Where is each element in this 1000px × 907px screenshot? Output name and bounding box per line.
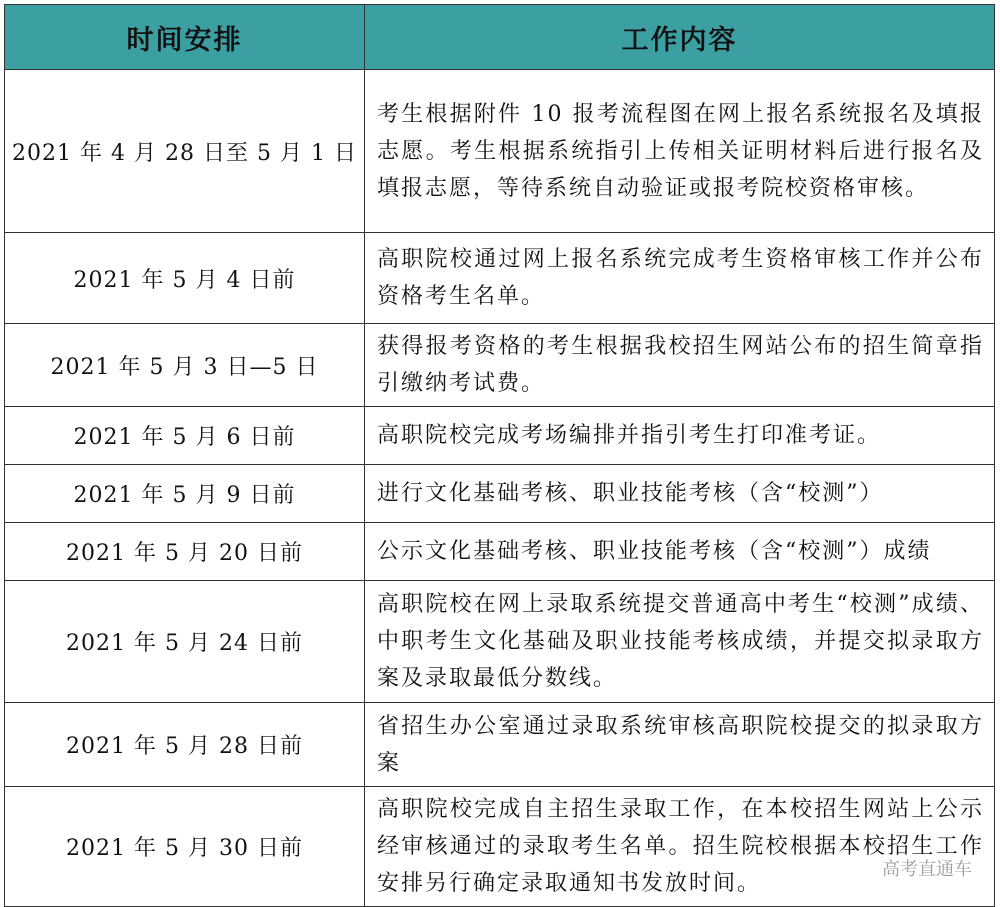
table-row — [5, 465, 995, 523]
content-cell: 考生根据附件 10 报考流程图在网上报名系统报名及填报志愿。考生根据系统指引上传相关证明材料后进行报名及填报志愿，等待系统自动验证或报考院校资格审核。 — [365, 70, 995, 233]
time-cell: 2021 年 5 月 4 日前 — [5, 233, 365, 324]
time-cell: 2021 年 5 月 9 日前 — [5, 465, 365, 523]
content-cell: 高职院校完成自主招生录取工作，在本校招生网站上公示经审核通过的录取考生名单。招生院校根据本校招生工作安排另行确定录取通知书发放时间。 — [365, 787, 995, 907]
content-cell: 高职院校在网上录取系统提交普通高中考生“校测”成绩、中职考生文化基础及职业技能考核成绩，并提交拟录取方案及录取最低分数线。 — [365, 581, 995, 703]
time-cell: 2021 年 4 月 28 日至 5 月 1 日 — [5, 70, 365, 233]
header-row — [5, 5, 995, 70]
watermark: 高考直通车 — [882, 859, 972, 880]
table-row — [5, 787, 995, 907]
content-cell: 省招生办公室通过录取系统审核高职院校提交的拟录取方案 — [365, 703, 995, 787]
table-row — [5, 523, 995, 581]
table-row — [5, 70, 995, 233]
time-cell: 2021 年 5 月 3 日—5 日 — [5, 324, 365, 407]
table-row — [5, 703, 995, 787]
time-cell: 2021 年 5 月 30 日前 — [5, 787, 365, 907]
table-row — [5, 581, 995, 703]
time-cell: 2021 年 5 月 24 日前 — [5, 581, 365, 703]
time-cell: 2021 年 5 月 20 日前 — [5, 523, 365, 581]
time-cell: 2021 年 5 月 28 日前 — [5, 703, 365, 787]
content-cell: 获得报考资格的考生根据我校招生网站公布的招生简章指引缴纳考试费。 — [365, 324, 995, 407]
table-row — [5, 407, 995, 465]
content-cell: 公示文化基础考核、职业技能考核（含“校测”）成绩 — [365, 523, 995, 581]
content-cell: 高职院校通过网上报名系统完成考生资格审核工作并公布资格考生名单。 — [365, 233, 995, 324]
header-content: 工作内容 — [365, 5, 995, 70]
table-row — [5, 324, 995, 407]
header-time: 时间安排 — [5, 5, 365, 70]
table-row — [5, 233, 995, 324]
schedule-table — [4, 4, 995, 907]
content-cell: 进行文化基础考核、职业技能考核（含“校测”） — [365, 465, 995, 523]
time-cell: 2021 年 5 月 6 日前 — [5, 407, 365, 465]
content-cell: 高职院校完成考场编排并指引考生打印准考证。 — [365, 407, 995, 465]
